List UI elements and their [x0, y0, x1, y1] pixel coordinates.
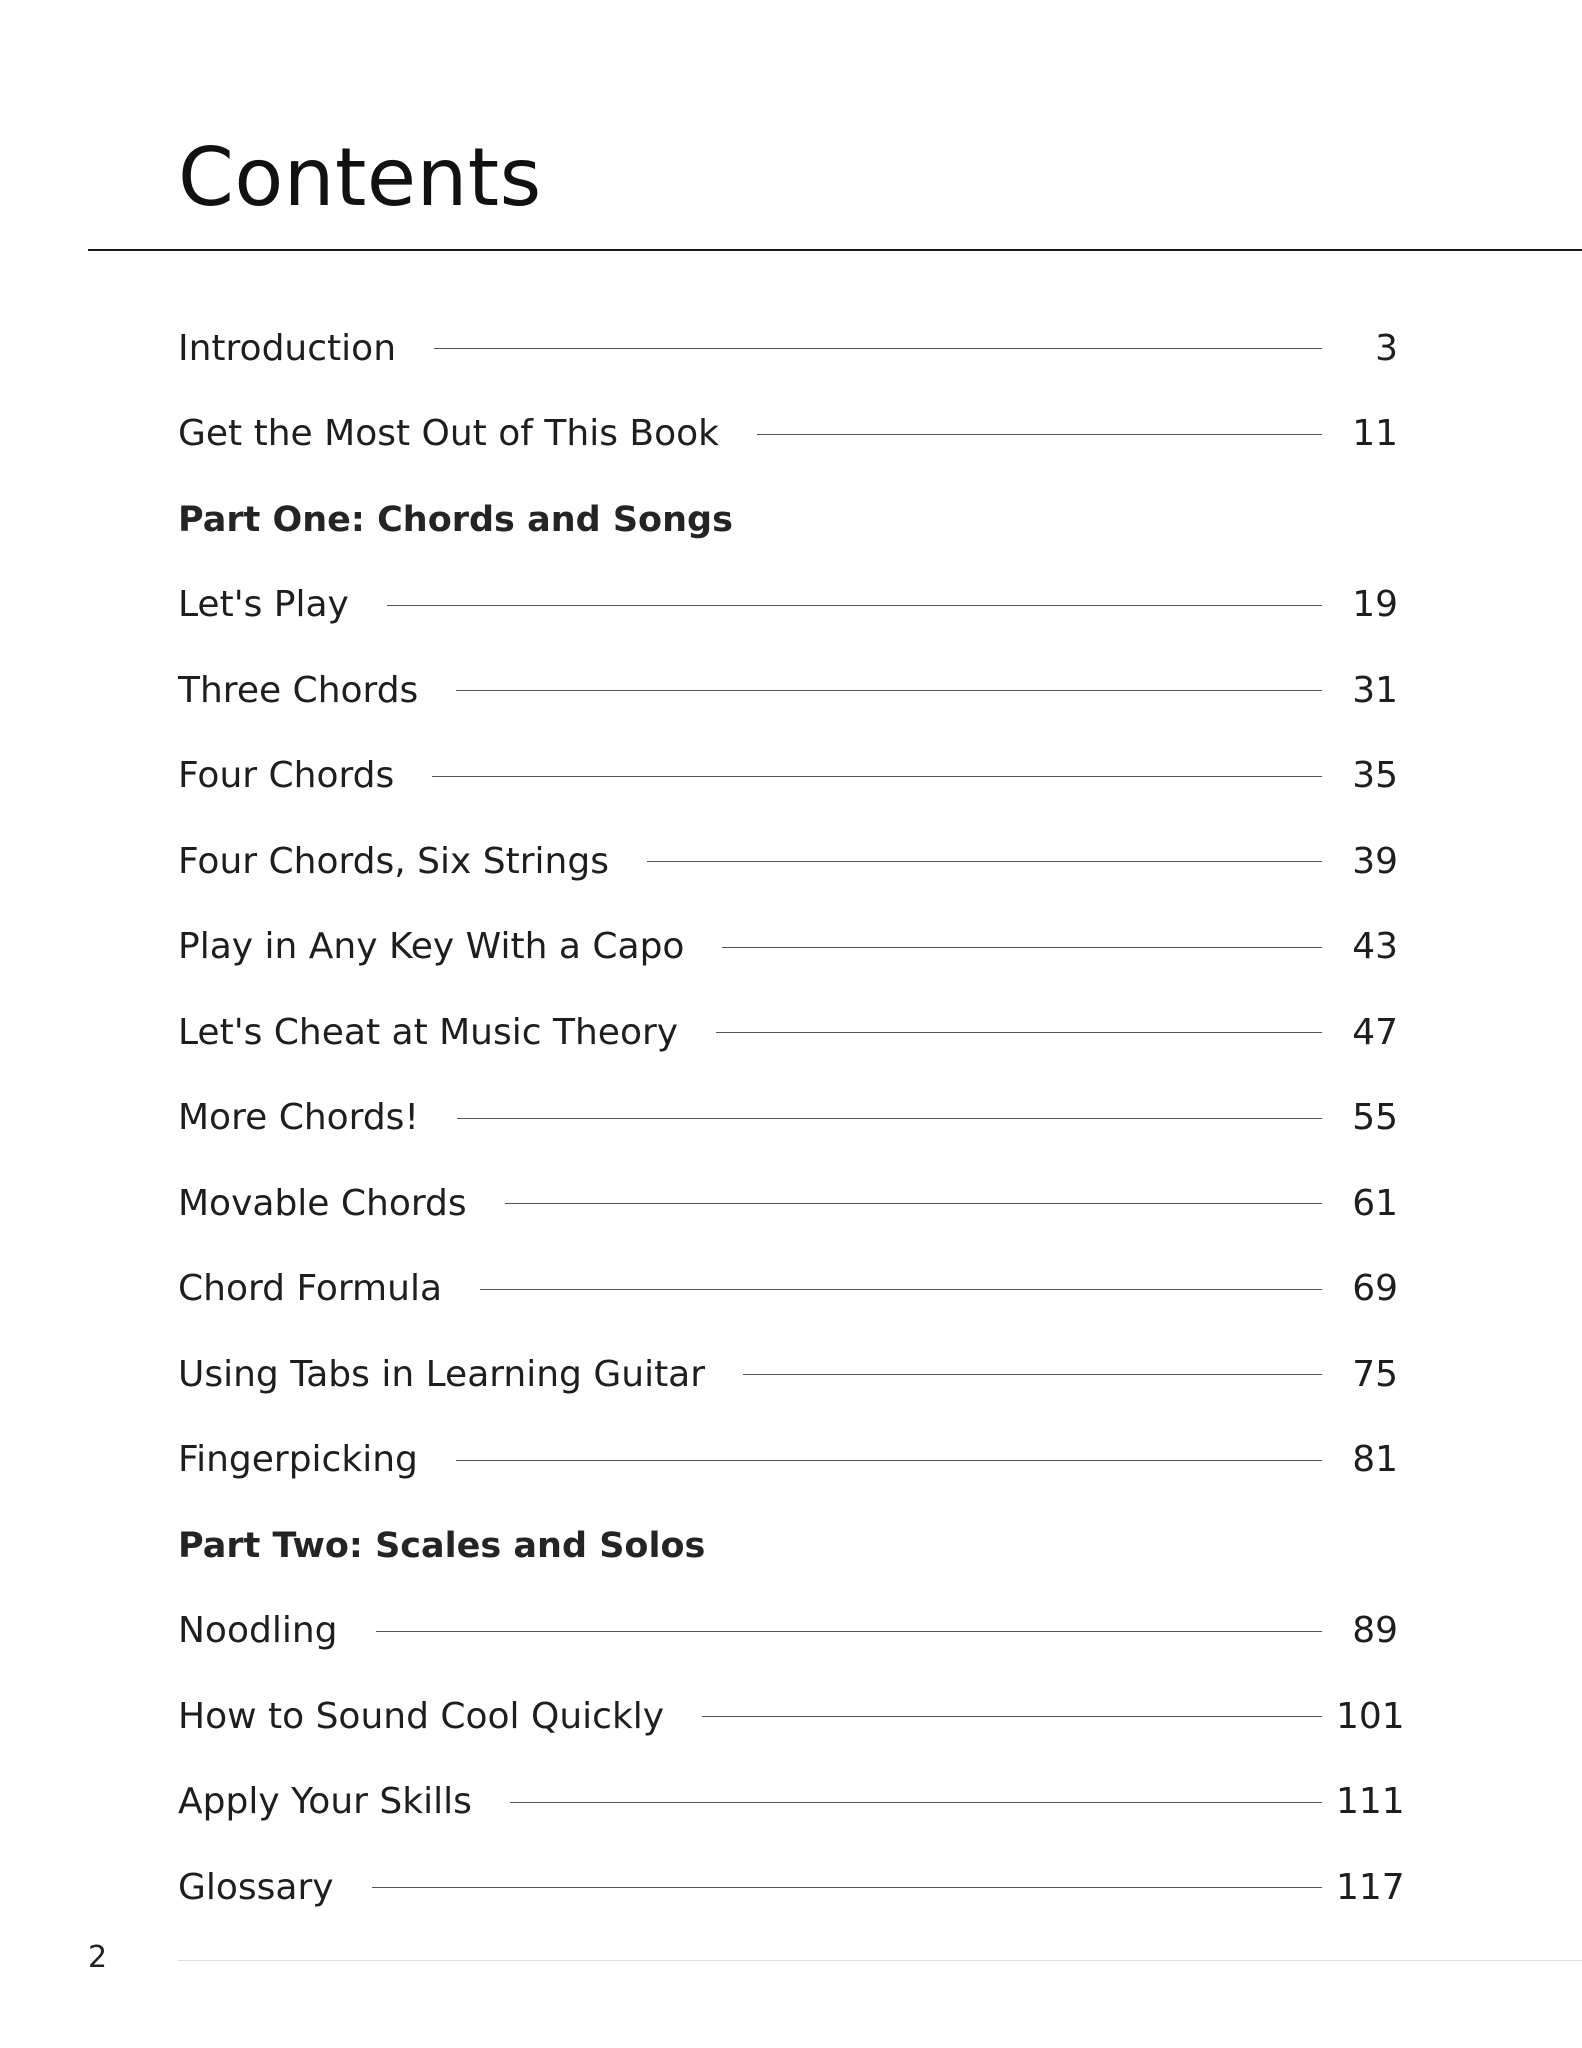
toc-part-heading [178, 477, 1398, 563]
toc-entry[interactable] [178, 392, 1398, 478]
toc-entry[interactable] [178, 306, 1398, 392]
toc-entry-label: Let's Cheat at Music Theory [178, 1011, 679, 1053]
toc-entry-label: Apply Your Skills [178, 1781, 472, 1823]
toc-page-number: 101 [1336, 1695, 1405, 1737]
toc-entry-label: More Chords! [178, 1097, 419, 1139]
toc-leader-line [376, 1631, 1322, 1632]
toc-entry-label: Four Chords, Six Strings [178, 840, 609, 882]
toc-leader-line [702, 1716, 1322, 1717]
toc-entry[interactable] [178, 648, 1398, 734]
toc-leader-line [456, 690, 1322, 691]
title-divider [88, 249, 1582, 251]
toc-leader-line [743, 1374, 1322, 1375]
toc-entry-label: Glossary [178, 1866, 334, 1908]
toc-part-label: Part Two: Scales and Solos [178, 1525, 706, 1566]
toc-entry[interactable] [178, 990, 1398, 1076]
toc-page-number: 75 [1352, 1353, 1398, 1395]
toc-leader-line [387, 605, 1322, 606]
toc-entry[interactable] [178, 819, 1398, 905]
toc-leader-line [456, 1460, 1322, 1461]
toc-entry-label: Let's Play [178, 584, 349, 626]
toc-entry[interactable] [178, 1674, 1405, 1760]
toc-entry-label: Four Chords [178, 755, 395, 797]
toc-entry-label: Using Tabs in Learning Guitar [178, 1353, 706, 1395]
toc-part-label: Part One: Chords and Songs [178, 499, 733, 540]
toc-entry[interactable] [178, 734, 1398, 820]
toc-page-number: 81 [1352, 1439, 1398, 1481]
toc-leader-line [505, 1203, 1322, 1204]
toc-entry-label: Noodling [178, 1610, 338, 1652]
page-title: Contents [178, 131, 542, 224]
toc-entry[interactable] [178, 1161, 1398, 1247]
toc-leader-line [757, 434, 1322, 435]
toc-leader-line [647, 861, 1322, 862]
toc-entry-label: Chord Formula [178, 1268, 443, 1310]
toc-entry[interactable] [178, 1076, 1398, 1162]
toc-leader-line [510, 1802, 1322, 1803]
toc-entry[interactable] [178, 1845, 1405, 1931]
toc-leader-line [457, 1118, 1322, 1119]
footer-divider [178, 1960, 1582, 1961]
toc-entry[interactable] [178, 1589, 1398, 1675]
toc-page-number: 35 [1352, 755, 1398, 797]
toc-page-number: 31 [1352, 669, 1398, 711]
toc-page-number: 11 [1352, 413, 1398, 455]
toc-entry-label: Get the Most Out of This Book [178, 413, 719, 455]
toc-page-number: 61 [1352, 1182, 1398, 1224]
toc-leader-line [716, 1032, 1322, 1033]
toc-leader-line [480, 1289, 1322, 1290]
toc-page-number: 3 [1375, 327, 1398, 369]
toc-page-number: 111 [1336, 1781, 1405, 1823]
toc-entry-label: Movable Chords [178, 1182, 467, 1224]
toc-part-heading [178, 1503, 1398, 1589]
toc-entry-label: Play in Any Key With a Capo [178, 926, 685, 968]
toc-page-number: 117 [1336, 1866, 1405, 1908]
toc-entry[interactable] [178, 563, 1398, 649]
toc-page-number: 69 [1352, 1268, 1398, 1310]
toc-entry-label: Three Chords [178, 669, 419, 711]
toc-leader-line [432, 776, 1322, 777]
toc-entry-label: How to Sound Cool Quickly [178, 1695, 665, 1737]
toc-leader-line [372, 1887, 1322, 1888]
toc-page-number: 47 [1352, 1011, 1398, 1053]
page-number: 2 [88, 1940, 108, 1975]
toc-entry[interactable] [178, 1418, 1398, 1504]
toc-entry[interactable] [178, 1332, 1398, 1418]
toc-leader-line [722, 947, 1322, 948]
toc-page-number: 19 [1352, 584, 1398, 626]
toc-page-number: 39 [1352, 840, 1398, 882]
toc-leader-line [434, 348, 1322, 349]
toc-entry[interactable] [178, 1247, 1398, 1333]
toc-page-number: 89 [1352, 1610, 1398, 1652]
toc-entry-label: Fingerpicking [178, 1439, 418, 1481]
toc-entry[interactable] [178, 1760, 1405, 1846]
toc-entry-label: Introduction [178, 327, 397, 369]
toc-page-number: 43 [1352, 926, 1398, 968]
table-of-contents [178, 306, 1405, 1931]
toc-page-number: 55 [1352, 1097, 1398, 1139]
toc-entry[interactable] [178, 905, 1398, 991]
